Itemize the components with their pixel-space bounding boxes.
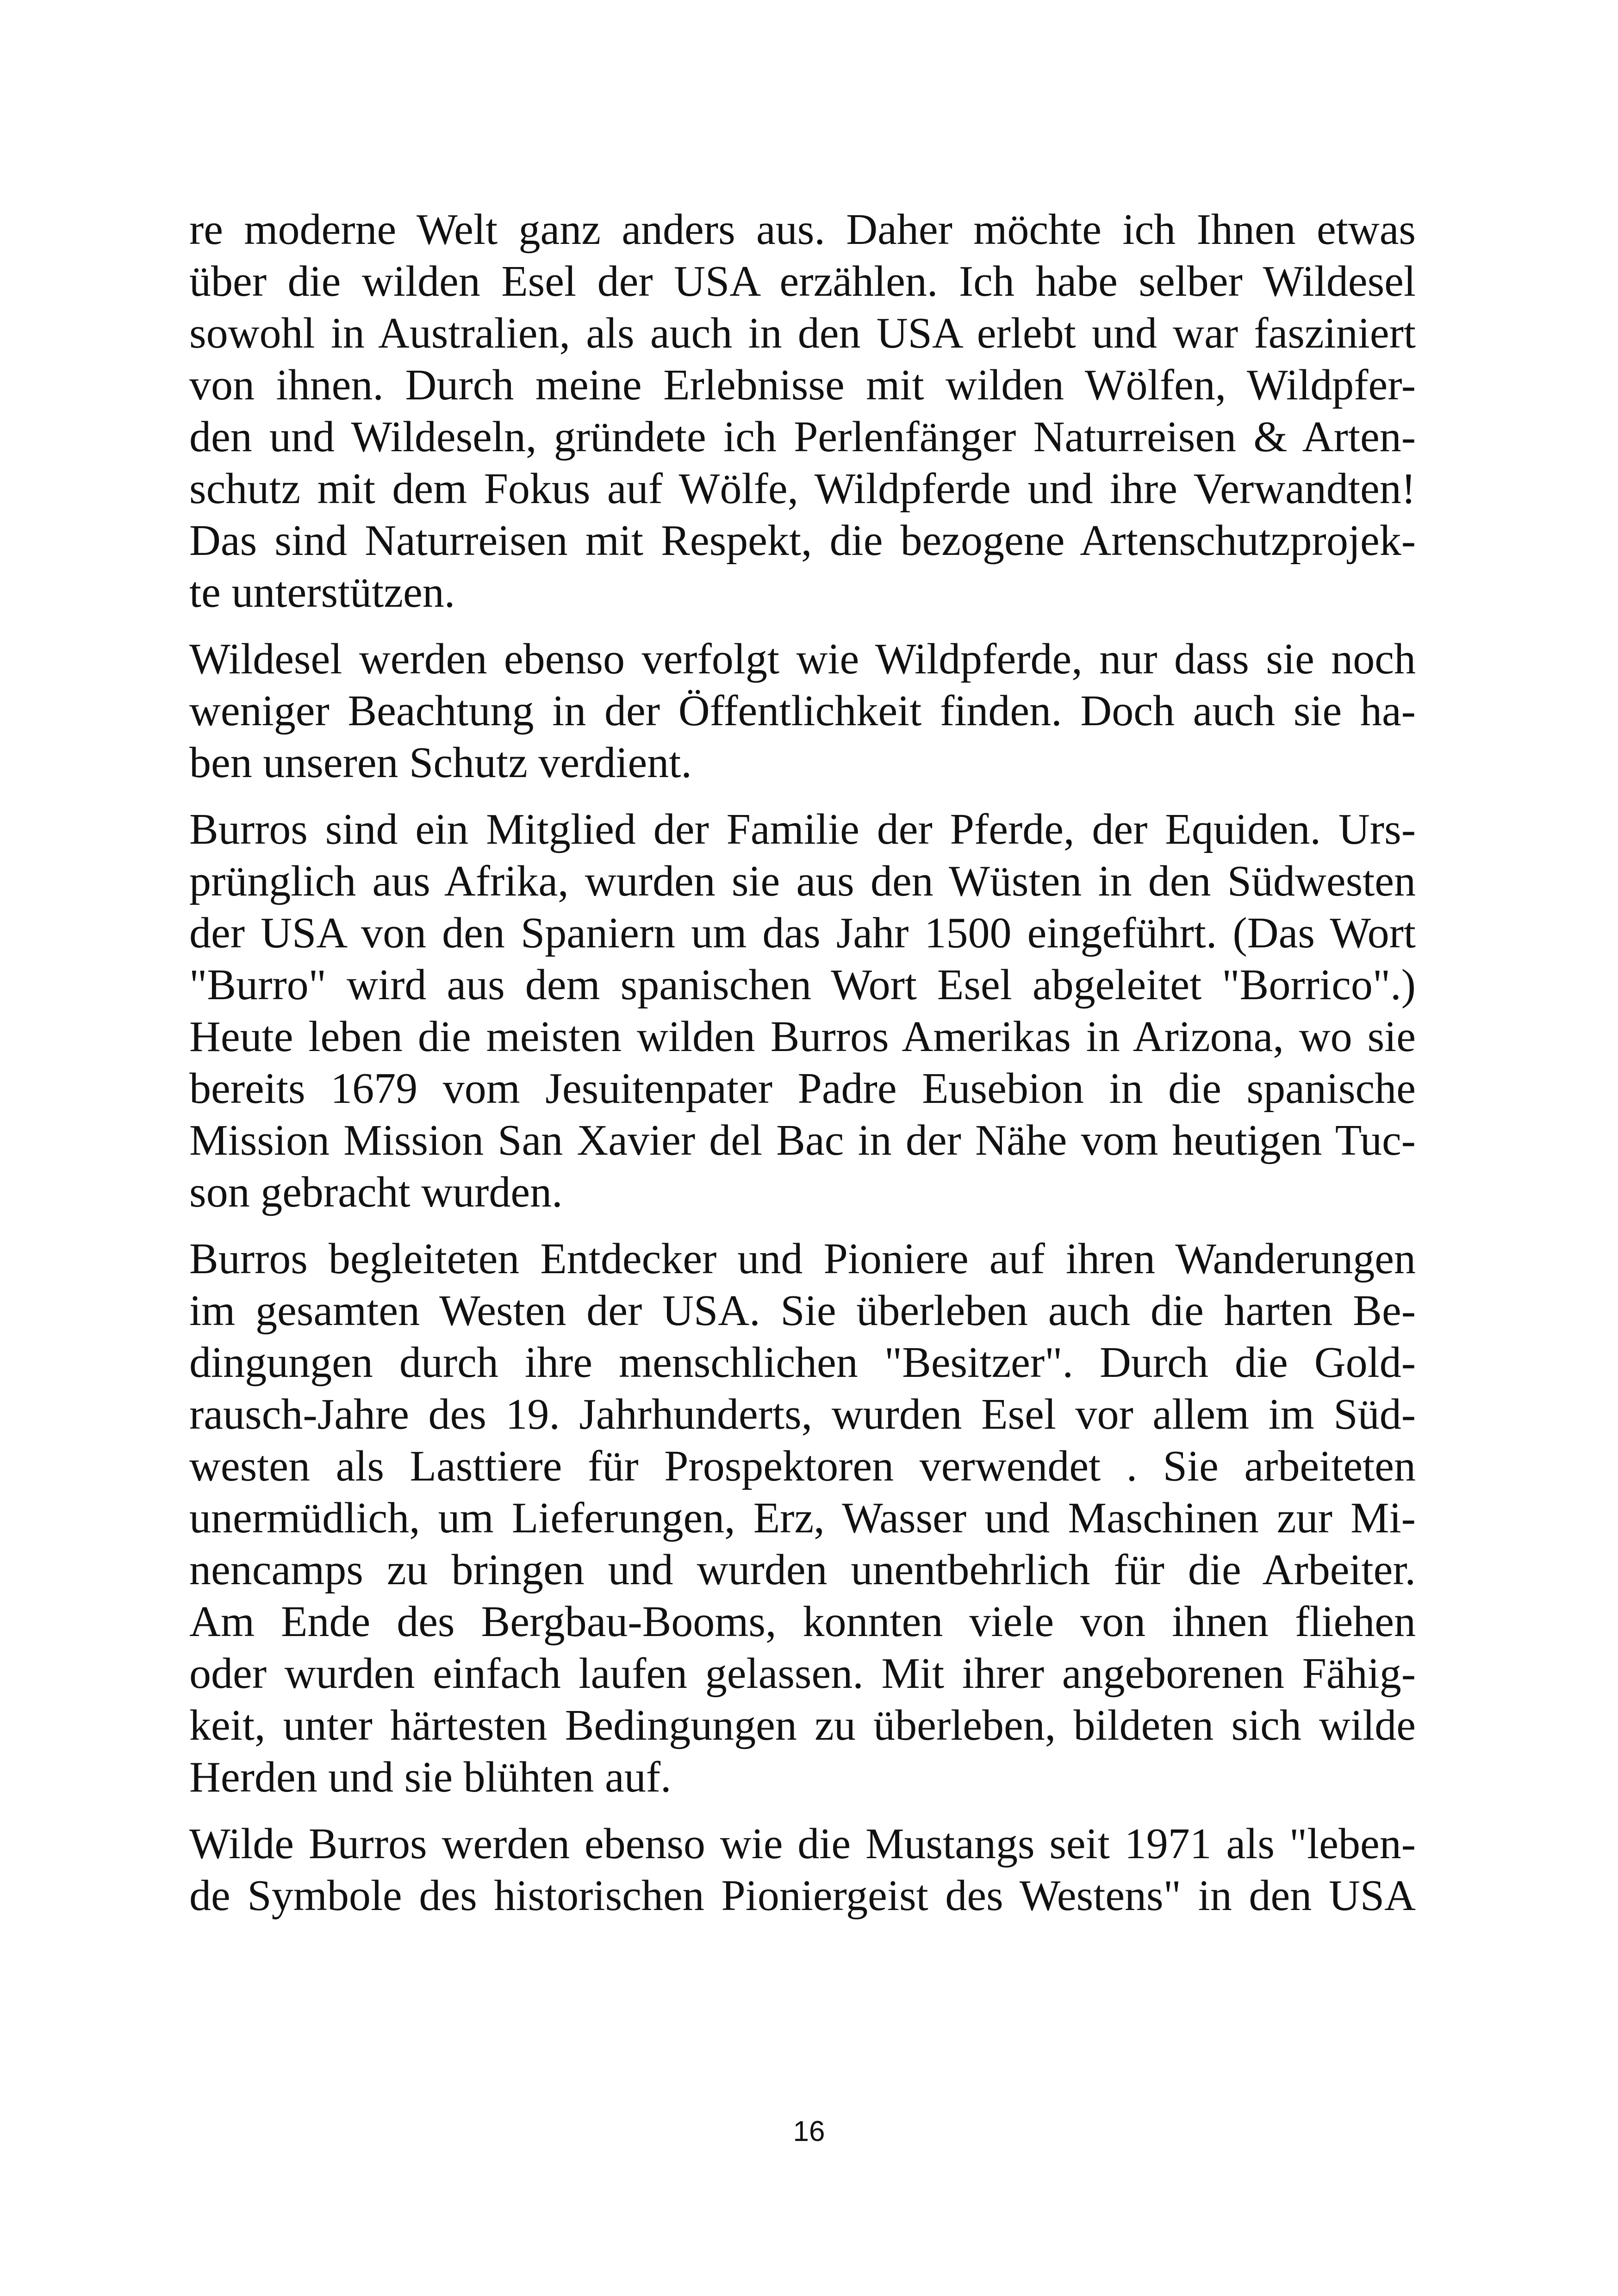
- paragraph-2: [189, 633, 1416, 789]
- text-line: von ihnen. Durch meine Erlebnisse mit wilden Wölfen, Wildpfer-: [189, 361, 1416, 409]
- text-line: te unterstützen.: [189, 568, 455, 616]
- text-line: Wilde Burros werden ebenso wie die Mustangs seit 1971 als "leben-: [189, 1820, 1416, 1868]
- text-line: Wildesel werden ebenso verfolgt wie Wildpferde, nur dass sie noch: [189, 635, 1416, 683]
- text-line: bereits 1679 vom Jesuitenpater Padre Eusebion in die spanische: [189, 1064, 1416, 1113]
- text-line: Burros sind ein Mitglied der Familie der Pferde, der Equiden. Urs-: [189, 805, 1416, 853]
- text-line: re moderne Welt ganz anders aus. Daher möchte ich Ihnen etwas: [189, 205, 1416, 254]
- text-line: oder wurden einfach laufen gelassen. Mit ihrer angeborenen Fähig-: [189, 1649, 1416, 1698]
- text-line: "Burro" wird aus dem spanischen Wort Esel abgeleitet "Borrico".): [189, 961, 1416, 1009]
- body-text: [189, 204, 1416, 1936]
- text-line: Mission Mission San Xavier del Bac in der Nähe vom heutigen Tuc-: [189, 1116, 1416, 1164]
- text-line: sowohl in Australien, als auch in den USA erlebt und war fasziniert: [189, 309, 1416, 357]
- text-line: den und Wildeseln, gründete ich Perlenfänger Naturreisen & Arten-: [189, 413, 1416, 461]
- text-line: keit, unter härtesten Bedingungen zu überleben, bildeten sich wilde: [189, 1701, 1416, 1749]
- text-line: über die wilden Esel der USA erzählen. Ich habe selber Wildesel: [189, 257, 1416, 305]
- paragraph-1: [189, 204, 1416, 618]
- text-line: weniger Beachtung in der Öffentlichkeit finden. Doch auch sie ha-: [189, 687, 1416, 735]
- text-line: westen als Lasttiere für Prospektoren verwendet . Sie arbeiteten: [189, 1442, 1416, 1490]
- text-line: Herden und sie blühten auf.: [189, 1753, 672, 1801]
- paragraph-4: [189, 1233, 1416, 1803]
- text-line: Heute leben die meisten wilden Burros Amerikas in Arizona, wo sie: [189, 1013, 1416, 1061]
- text-line: son gebracht wurden.: [189, 1168, 563, 1216]
- text-line: Am Ende des Bergbau-Booms, konnten viele von ihnen fliehen: [189, 1598, 1416, 1646]
- text-line: ben unseren Schutz verdient.: [189, 739, 692, 787]
- paragraph-3: [189, 803, 1416, 1218]
- text-line: dingungen durch ihre menschlichen "Besitzer". Durch die Gold-: [189, 1338, 1416, 1387]
- text-line: de Symbole des historischen Pioniergeist des Westens" in den USA: [189, 1872, 1416, 1920]
- text-line: im gesamten Westen der USA. Sie überleben auch die harten Be-: [189, 1287, 1416, 1335]
- text-line: der USA von den Spaniern um das Jahr 1500 eingeführt. (Das Wort: [189, 909, 1416, 957]
- text-line: rausch-Jahre des 19. Jahrhunderts, wurden Esel vor allem im Süd-: [189, 1390, 1416, 1438]
- text-line: unermüdlich, um Lieferungen, Erz, Wasser und Maschinen zur Mi-: [189, 1494, 1416, 1542]
- page-number: 16: [793, 2116, 825, 2147]
- text-line: schutz mit dem Fokus auf Wölfe, Wildpferde und ihre Verwandten!: [189, 465, 1416, 513]
- text-line: Das sind Naturreisen mit Respekt, die bezogene Artenschutzprojek-: [189, 516, 1416, 565]
- text-line: prünglich aus Afrika, wurden sie aus den Wüsten in den Südwesten: [189, 857, 1416, 905]
- paragraph-5: [189, 1818, 1416, 1922]
- text-line: Burros begleiteten Entdecker und Pioniere auf ihren Wanderungen: [189, 1235, 1416, 1283]
- text-line: nencamps zu bringen und wurden unentbehrlich für die Arbeiter.: [189, 1546, 1416, 1594]
